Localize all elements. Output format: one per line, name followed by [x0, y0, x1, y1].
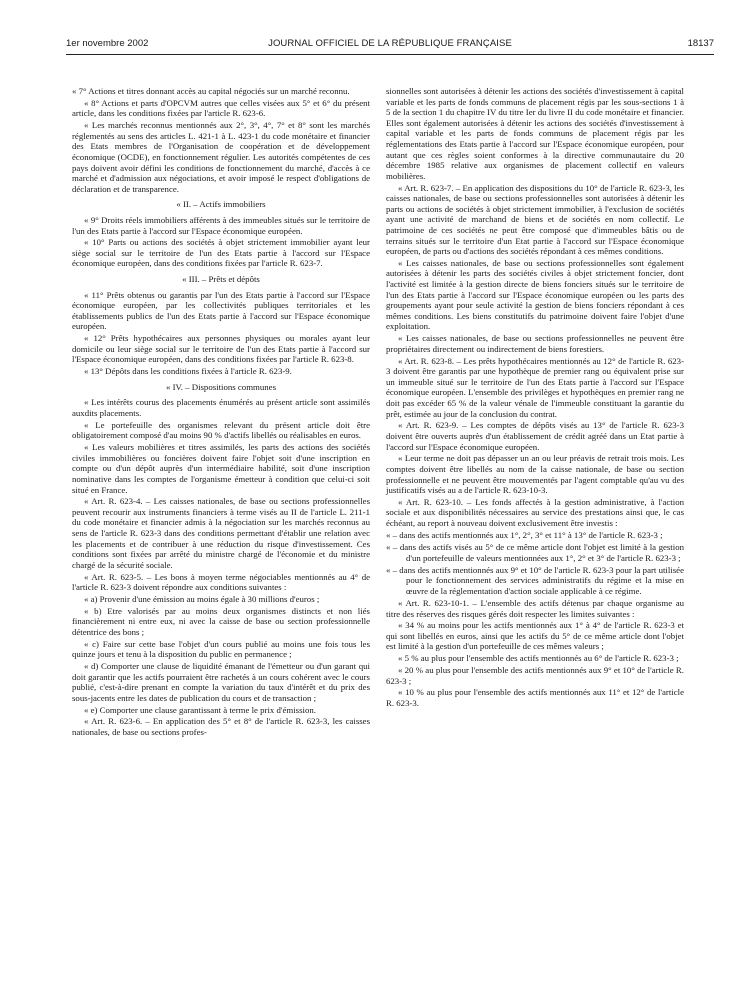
right-column — [386, 86, 684, 710]
paragraph: « Leur terme ne doit pas dépasser un an ou leur préavis de retrait trois mois. Les comptes doivent être libellés au nom de la caisse nationale, de base ou section professionnelle et ne peuvent être mouvementés par l'agent comptable qu'au vu des justificatifs visés au a de l'article R. 623-10-3. — [386, 453, 684, 496]
page-header — [66, 38, 714, 52]
header-rule — [66, 54, 714, 55]
paragraph: « Le portefeuille des organismes relevant du présent article doit être obligatoirement composé d'au moins 90 % d'actifs libellés ou réalisables en euros. — [72, 419, 370, 441]
paragraph: « d) Comporter une clause de liquidité émanant de l'émetteur ou d'un garant qui doit garantir que les actifs pourraient être rachetés à un cours cohérent avec le cours publié, c'est-à-dire prenant en compte la variation du taux d'intérêt et du prix des sous-jacents entre les dates de publication du cours et de transaction ; — [72, 661, 370, 703]
paragraph: « Art. R. 623-6. – En application des 5° et 8° de l'article R. 623-3, les caisses nationales, de base ou sections profes- — [72, 716, 370, 738]
paragraph: « Les intérêts courus des placements énumérés au présent article sont assimilés auxdits placements. — [72, 397, 370, 418]
paragraph: « 34 % au moins pour les actifs mentionnés aux 1° à 4° de l'article R. 623-3 et qui sont libellés en euros, ainsi que les actifs du 5° de ce même article dont l'objet est limité à la gestion d'un portefeuille de ces mêmes valeurs ; — [386, 620, 684, 652]
paragraph: « Art. R. 623-10-1. – L'ensemble des actifs détenus par chaque organisme au titre des réserves des risques gérés doit respecter les limites suivantes : — [386, 597, 684, 619]
list-item: « – dans des actifs visés au 5° de ce même article dont l'objet est limité à la gestion d'un portefeuille de valeurs mentionnées aux 1°, 2° et 3° de l'article R. 623-3 ; — [386, 541, 684, 563]
paragraph: « Art. R. 623-10. – Les fonds affectés à la gestion administrative, à l'action sociale et aux disponibilités nécessaires au service des prestations ainsi que, le cas échéant, au report à nouveau doivent exclusivement être investis : — [386, 496, 684, 529]
list-item: « – dans des actifs mentionnés aux 9° et 10° de l'article R. 623-3 pour la part utilisée pour le fonctionnement des services administratifs du régime et la mise en œuvre de la réglementation d'action sociale applicable à ce régime. — [386, 564, 684, 596]
paragraph: « Les caisses nationales, de base ou sections professionnelles sont également autorisées à détenir les parts des sociétés civiles à objet strictement foncier, dont l'activité est limitée à la gestion directe de biens fonciers situés sur le territoire de l'un des Etats partie à l'accord sur l'Espace économique européen ou les parts des groupements ayant pour seule activité la gestion de biens fonciers répondant à ces mêmes conditions. Les biens constitutifs du patrimoine doivent faire l'objet d'une exploitation. — [386, 257, 684, 332]
paragraph: « 10 % au plus pour l'ensemble des actifs mentionnés aux 11° et 12° de l'article R. 623-3. — [386, 687, 684, 708]
paragraph: sionnelles sont autorisées à détenir les actions des sociétés d'investissement à capital variable et les parts de fonds communs de placement régis par les sous-sections 1 à 5 de la section 1 du chapitre IV du titre Ier du livre II du code monétaire et financier. Elles sont également autorisées à détenir les actions des sociétés d'investissement à capital variable et les parts de fonds communs de placement régis par les réglementations des Etats partie à l'accord sur l'Espace économique européen, pour autant que ces règles soient conformes à la directive communautaire du 20 décembre 1985 relative aux organismes de placement collectif en valeurs mobilières. — [386, 86, 684, 181]
paragraph: « Art. R. 623-8. – Les prêts hypothécaires mentionnés au 12° de l'article R. 623-3 doivent être garantis par une hypothèque de premier rang ou équivalent prise sur un immeuble situé sur le territoire de l'un des Etats partie à l'accord sur l'Espace économique européen. L'ensemble des privilèges et hypothèques en premier rang ne doit pas excéder 65 % de la valeur vénale de l'immeuble constituant la garantie du prêt, estimée au jour de la conclusion du contrat. — [386, 355, 684, 419]
paragraph: « 12° Prêts hypothécaires aux personnes physiques ou morales ayant leur domicile ou leur siège social sur le territoire de l'un des Etats partie à l'accord sur l'Espace économique européen, dans des conditions fixées par l'article R. 623-8. — [72, 333, 370, 365]
paragraph: « Art. R. 623-4. – Les caisses nationales, de base ou sections professionnelles peuvent recourir aux instruments financiers à terme visés au II de l'article L. 211-1 du code monétaire et financier admis à la négociation sur les marchés reconnus au sens de l'article R. 623-3 dans des conditions permettant d'établir une relation avec les placements et de contribuer à une réduction du risque d'investissement. Ces conditions sont fixées par arrêté du ministre chargé de l'économie et du ministre chargé de la sécurité sociale. — [72, 496, 370, 570]
issue-date: 1er novembre 2002 — [66, 38, 149, 49]
paragraph: « 8° Actions et parts d'OPCVM autres que celles visées aux 5° et 6° du présent article, dans les conditions fixées par l'article R. 623-6. — [72, 97, 370, 119]
paragraph: « Les marchés reconnus mentionnés aux 2°, 3°, 4°, 7° et 8° sont les marchés réglementés au sens des articles L. 421-1 à L. 423-1 du code monétaire et financier des Etats membres de l'Organisation de coopération et de développement économique (OCDE), en fonctionnement régulier. Les autorités compétentes de ces pays doivent avoir défini les conditions de fonctionnement du marché, d'accès à ce marché et d'admission aux négociations, et avoir imposé le respect d'obligations de déclaration et de transparence. — [72, 120, 370, 194]
paragraph: « Art. R. 623-9. – Les comptes de dépôts visés au 13° de l'article R. 623-3 doivent être ouverts auprès d'un établissement de crédit agréé dans un Etat partie à l'accord sur l'Espace économique européen. — [386, 420, 684, 452]
paragraph: « Les caisses nationales, de base ou sections professionnelles ne peuvent être propriétaires directement ou indirectement de biens forestiers. — [386, 333, 684, 354]
page-number: 18137 — [687, 38, 714, 49]
section-heading: « II. – Actifs immobiliers — [176, 199, 266, 210]
section-heading: « IV. – Dispositions communes — [165, 381, 277, 392]
paragraph: « e) Comporter une clause garantissant à terme le prix d'émission. — [84, 704, 316, 715]
paragraph: « b) Etre valorisés par au moins deux organismes distincts et non liés financièrement ni entre eux, ni avec la caisse de base ou section professionnelle détentrice des bons ; — [72, 605, 370, 637]
paragraph: « c) Faire sur cette base l'objet d'un cours publié au moins une fois tous les quinze jours et tenu à la disposition du public en permanence ; — [72, 638, 370, 660]
paragraph: « Art. R. 623-7. – En application des dispositions du 10° de l'article R. 623-3, les caisses nationales, de base ou sections professionnelles sont autorisées à détenir les parts ou actions de sociétés à objet strictement immobilier, à l'exclusion de sociétés ayant une activité de marchand de biens et de sociétés en nom collectif. Le patrimoine de ces sociétés ne peut être composé que d'immeubles bâtis ou de terrains situés sur le territoire d'un Etat partie à l'accord sur l'Espace économique européen, de parts ou d'actions des sociétés répondant à ces mêmes conditions. — [386, 182, 684, 257]
left-column — [72, 86, 370, 739]
paragraph: « 13° Dépôts dans les conditions fixées à l'article R. 623-9. — [84, 366, 292, 377]
journal-title: JOURNAL OFFICIEL DE LA RÉPUBLIQUE FRANÇAISE — [268, 38, 512, 49]
paragraph: « 7° Actions et titres donnant accès au capital négociés sur un marché reconnu. — [72, 86, 350, 96]
paragraph: « 20 % au plus pour l'ensemble des actifs mentionnés aux 9° et 10° de l'article R. 623-3 ; — [386, 665, 684, 686]
section-heading: « III. – Prêts et dépôts — [182, 274, 260, 285]
paragraph: « 5 % au plus pour l'ensemble des actifs mentionnés au 6° de l'article R. 623-3 ; — [398, 653, 679, 664]
list-item: « – dans des actifs mentionnés aux 1°, 2°, 3° et 11° à 13° de l'article R. 623-3 ; — [386, 529, 663, 540]
paragraph: « a) Provenir d'une émission au moins égale à 30 millions d'euros ; — [84, 594, 320, 604]
paragraph: « Art. R. 623-5. – Les bons à moyen terme négociables mentionnés au 4° de l'article R. 623-3 doivent répondre aux conditions suivantes : — [72, 571, 370, 593]
paragraph: « 10° Parts ou actions des sociétés à objet strictement immobilier ayant leur siège social sur le territoire de l'un des Etats partie à l'accord sur l'Espace économique européen, dans des conditions fixées par l'article R. 623-7. — [72, 237, 370, 269]
paragraph: « 11° Prêts obtenus ou garantis par l'un des Etats partie à l'accord sur l'Espace économique européen, par les collectivités publiques territoriales et les établissements publics de l'un des Etats partie à l'accord sur l'Espace économique européen. — [72, 289, 370, 332]
paragraph: « 9° Droits réels immobiliers afférents à des immeubles situés sur le territoire de l'un des Etats partie à l'accord sur l'Espace économique européen. — [72, 214, 370, 236]
paragraph: « Les valeurs mobilières et titres assimilés, les parts des actions des sociétés civiles immobilières ou foncières doivent faire l'objet soit d'une inscription en compte ou d'un dépôt auprès d'un intermédiaire habilité, soit d'une inscription nominative dans les comptes de l'organisme émetteur à condition que celui-ci soit situé en France. — [72, 442, 370, 495]
